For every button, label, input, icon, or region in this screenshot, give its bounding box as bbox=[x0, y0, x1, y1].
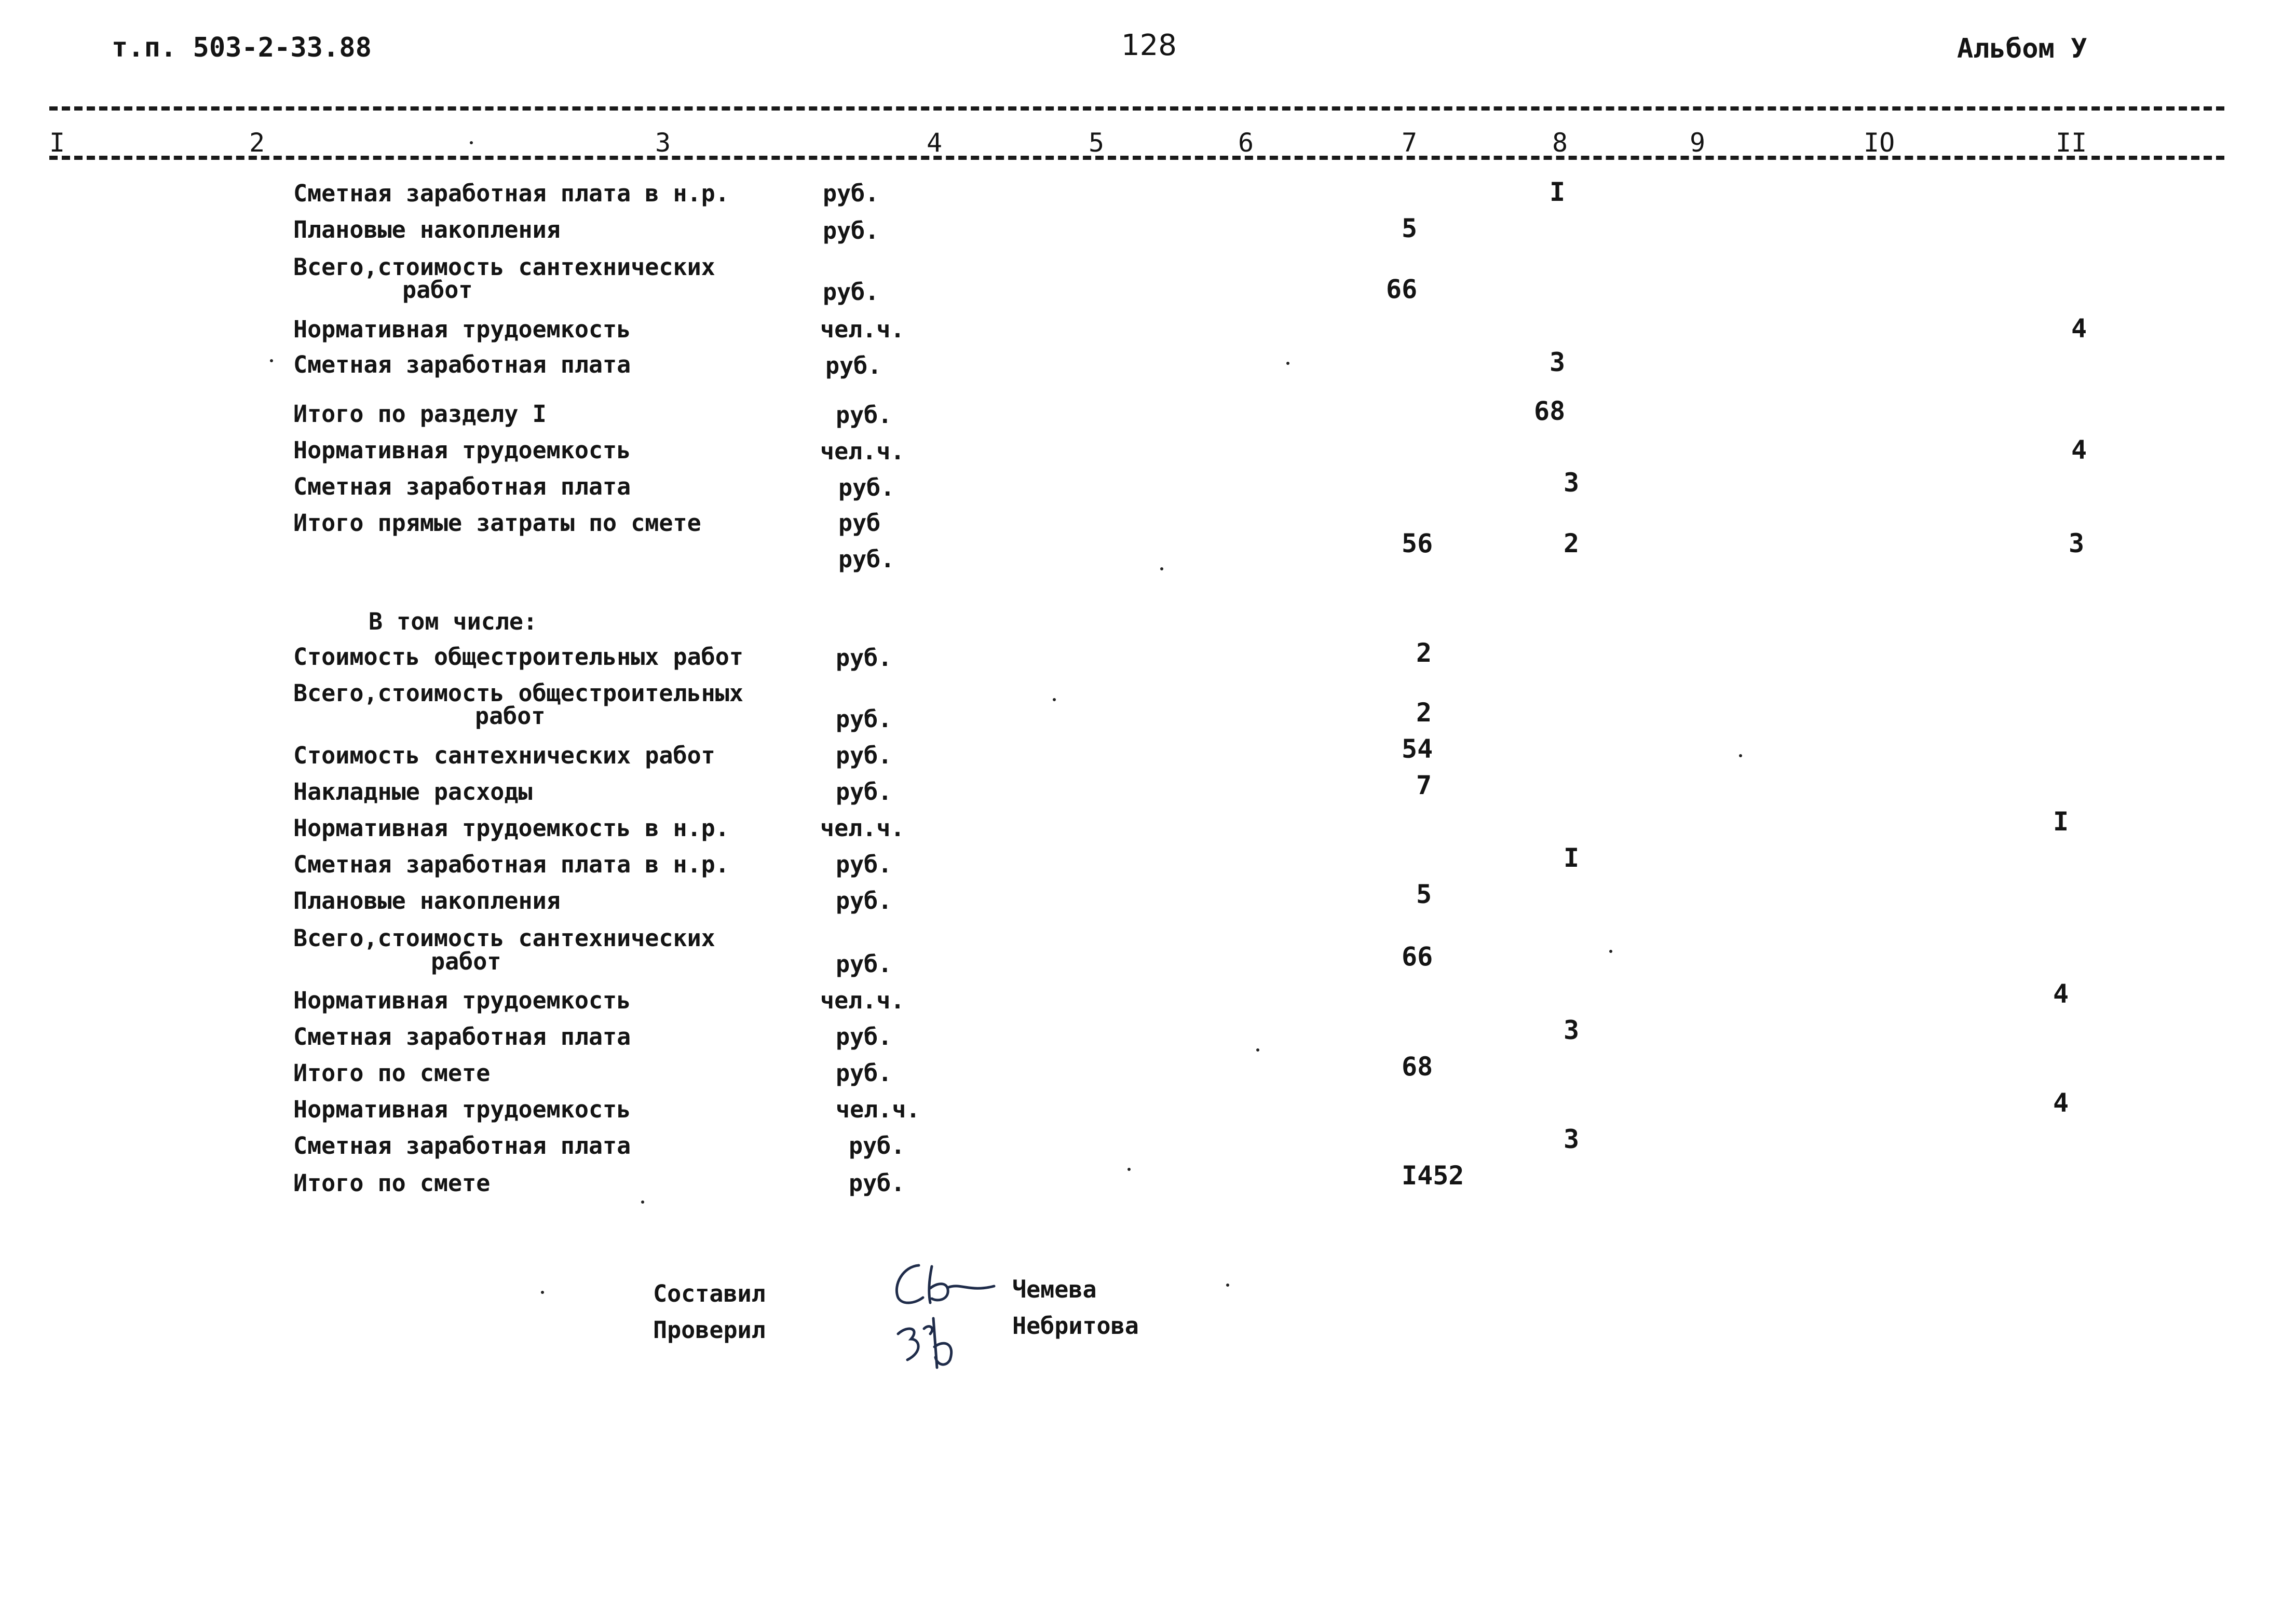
row-label: Итого по смете bbox=[293, 1169, 491, 1197]
row-label-continuation: работ bbox=[475, 702, 546, 730]
row-unit: руб. bbox=[836, 1023, 892, 1050]
row-value-col7: I452 bbox=[1402, 1161, 1464, 1191]
scan-speck bbox=[1127, 1168, 1131, 1171]
row-unit: руб. bbox=[836, 742, 892, 769]
checked-by-label: Проверил bbox=[653, 1316, 766, 1344]
column-number-9: 9 bbox=[1690, 128, 1706, 158]
row-label: Итого по разделу I bbox=[293, 400, 547, 428]
row-value-col11: 4 bbox=[2053, 1088, 2069, 1118]
row-unit: руб bbox=[838, 509, 881, 537]
scan-speck bbox=[1053, 698, 1056, 701]
row-value-col8: I bbox=[1564, 843, 1580, 873]
scan-speck bbox=[470, 141, 473, 144]
column-number-7: 7 bbox=[1402, 128, 1418, 158]
column-number-1: I bbox=[49, 128, 65, 158]
row-unit: руб. bbox=[836, 887, 892, 915]
column-number-11: II bbox=[2056, 128, 2087, 158]
album-label: Альбом У bbox=[1957, 33, 2087, 64]
row-unit: руб. bbox=[836, 851, 892, 878]
top-dashed-rule bbox=[49, 106, 2224, 111]
column-number-3: 3 bbox=[655, 128, 671, 158]
row-value-col8: 3 bbox=[1564, 468, 1580, 498]
row-value-col7: 7 bbox=[1416, 770, 1432, 800]
row-unit: руб. bbox=[823, 217, 879, 244]
row-label: Сметная заработная плата bbox=[293, 1023, 631, 1050]
row-label: Стоимость общестроительных работ bbox=[293, 643, 743, 671]
row-label: Сметная заработная плата bbox=[293, 1132, 631, 1159]
row-label: Нормативная трудоемкость bbox=[293, 316, 631, 343]
row-unit: руб. bbox=[849, 1169, 905, 1197]
row-unit-second: руб. bbox=[838, 545, 895, 573]
row-unit: руб. bbox=[836, 1059, 892, 1087]
row-label: Сметная заработная плата в н.р. bbox=[293, 180, 729, 207]
row-unit: чел.ч. bbox=[820, 316, 905, 343]
row-value-col11: 4 bbox=[2071, 435, 2087, 465]
row-label: Накладные расходы bbox=[293, 778, 533, 806]
row-value-col7: 66 bbox=[1402, 941, 1433, 972]
row-unit: руб. bbox=[838, 474, 895, 501]
row-value-col7: 5 bbox=[1402, 213, 1418, 243]
row-value-col8: 3 bbox=[1564, 1124, 1580, 1154]
row-label-continuation: работ bbox=[402, 276, 473, 304]
row-value-col8: 3 bbox=[1550, 347, 1566, 377]
row-value-col8: 3 bbox=[1564, 1015, 1580, 1045]
scan-speck bbox=[1256, 1048, 1259, 1052]
row-unit: руб. bbox=[836, 778, 892, 806]
row-value-col7: 2 bbox=[1416, 638, 1432, 668]
row-unit: руб. bbox=[823, 278, 879, 306]
column-number-10: IO bbox=[1864, 128, 1895, 158]
row-value-col7: 2 bbox=[1416, 698, 1432, 728]
row-label: Сметная заработная плата bbox=[293, 473, 631, 500]
row-value-col8: 2 bbox=[1564, 528, 1580, 558]
row-unit: чел.ч. bbox=[820, 814, 905, 842]
section-subheading: В том числе: bbox=[369, 608, 538, 635]
row-value-col7: 68 bbox=[1402, 1052, 1433, 1082]
row-value-col7: 66 bbox=[1386, 274, 1418, 304]
row-unit: чел.ч. bbox=[820, 438, 905, 465]
column-number-5: 5 bbox=[1089, 128, 1105, 158]
row-unit: руб. bbox=[823, 180, 879, 207]
checked-by-name: Небритова bbox=[1012, 1312, 1139, 1340]
row-label: Нормативная трудоемкость bbox=[293, 987, 631, 1014]
row-value-col7: 5 bbox=[1416, 879, 1432, 909]
row-unit: руб. bbox=[849, 1132, 905, 1159]
row-value-col8: 68 bbox=[1534, 396, 1566, 426]
compiled-by-name: Чемева bbox=[1012, 1276, 1097, 1303]
scan-speck bbox=[1160, 567, 1163, 570]
scan-speck bbox=[1739, 754, 1742, 757]
row-unit: руб. bbox=[836, 705, 892, 733]
row-value-col7: 56 bbox=[1402, 528, 1433, 558]
row-label: Всего,стоимость сантехнических bbox=[293, 924, 715, 952]
row-label: Плановые накопления bbox=[293, 216, 561, 243]
row-label: Нормативная трудоемкость в н.р. bbox=[293, 814, 729, 842]
row-value-col11: 4 bbox=[2053, 979, 2069, 1009]
row-unit: чел.ч. bbox=[820, 987, 905, 1014]
row-label: Итого по смете bbox=[293, 1059, 491, 1087]
row-label: Всего,стоимость общестроительных bbox=[293, 679, 743, 707]
scan-speck bbox=[541, 1291, 544, 1294]
row-label: Сметная заработная плата bbox=[293, 351, 631, 378]
scan-speck bbox=[641, 1200, 644, 1204]
scan-speck bbox=[1286, 362, 1289, 365]
compiled-by-label: Составил bbox=[653, 1280, 766, 1307]
row-label: Нормативная трудоемкость bbox=[293, 1096, 631, 1123]
row-value-col11: 4 bbox=[2071, 313, 2087, 344]
row-label: Плановые накопления bbox=[293, 887, 561, 915]
row-value-col8: I bbox=[1550, 177, 1566, 207]
column-number-6: 6 bbox=[1238, 128, 1254, 158]
scan-speck bbox=[1226, 1284, 1229, 1287]
row-unit: руб. bbox=[836, 644, 892, 672]
row-unit: руб. bbox=[836, 950, 892, 978]
row-unit: чел.ч. bbox=[836, 1096, 920, 1123]
row-value-col11: I bbox=[2053, 807, 2069, 837]
row-value-col7: 54 bbox=[1402, 734, 1433, 764]
scan-speck bbox=[270, 359, 273, 362]
column-number-2: 2 bbox=[249, 128, 265, 158]
page-number: 128 bbox=[1121, 29, 1177, 62]
row-unit: руб. bbox=[825, 352, 882, 379]
column-number-4: 4 bbox=[927, 128, 943, 158]
row-label: Стоимость сантехнических работ bbox=[293, 742, 715, 769]
handwritten-signatures bbox=[882, 1256, 1002, 1381]
scan-speck bbox=[1609, 950, 1612, 953]
row-unit: руб. bbox=[836, 401, 892, 429]
row-label: Итого прямые затраты по смете bbox=[293, 509, 701, 537]
row-value-col11: 3 bbox=[2069, 528, 2085, 558]
document-code: т.п. 503-2-33.88 bbox=[112, 32, 372, 63]
row-label: Всего,стоимость сантехнических bbox=[293, 253, 715, 281]
column-header-dashed-rule bbox=[49, 156, 2224, 160]
row-label-continuation: работ bbox=[431, 948, 501, 975]
row-label: Сметная заработная плата в н.р. bbox=[293, 851, 729, 878]
row-label: Нормативная трудоемкость bbox=[293, 436, 631, 464]
column-number-8: 8 bbox=[1552, 128, 1568, 158]
